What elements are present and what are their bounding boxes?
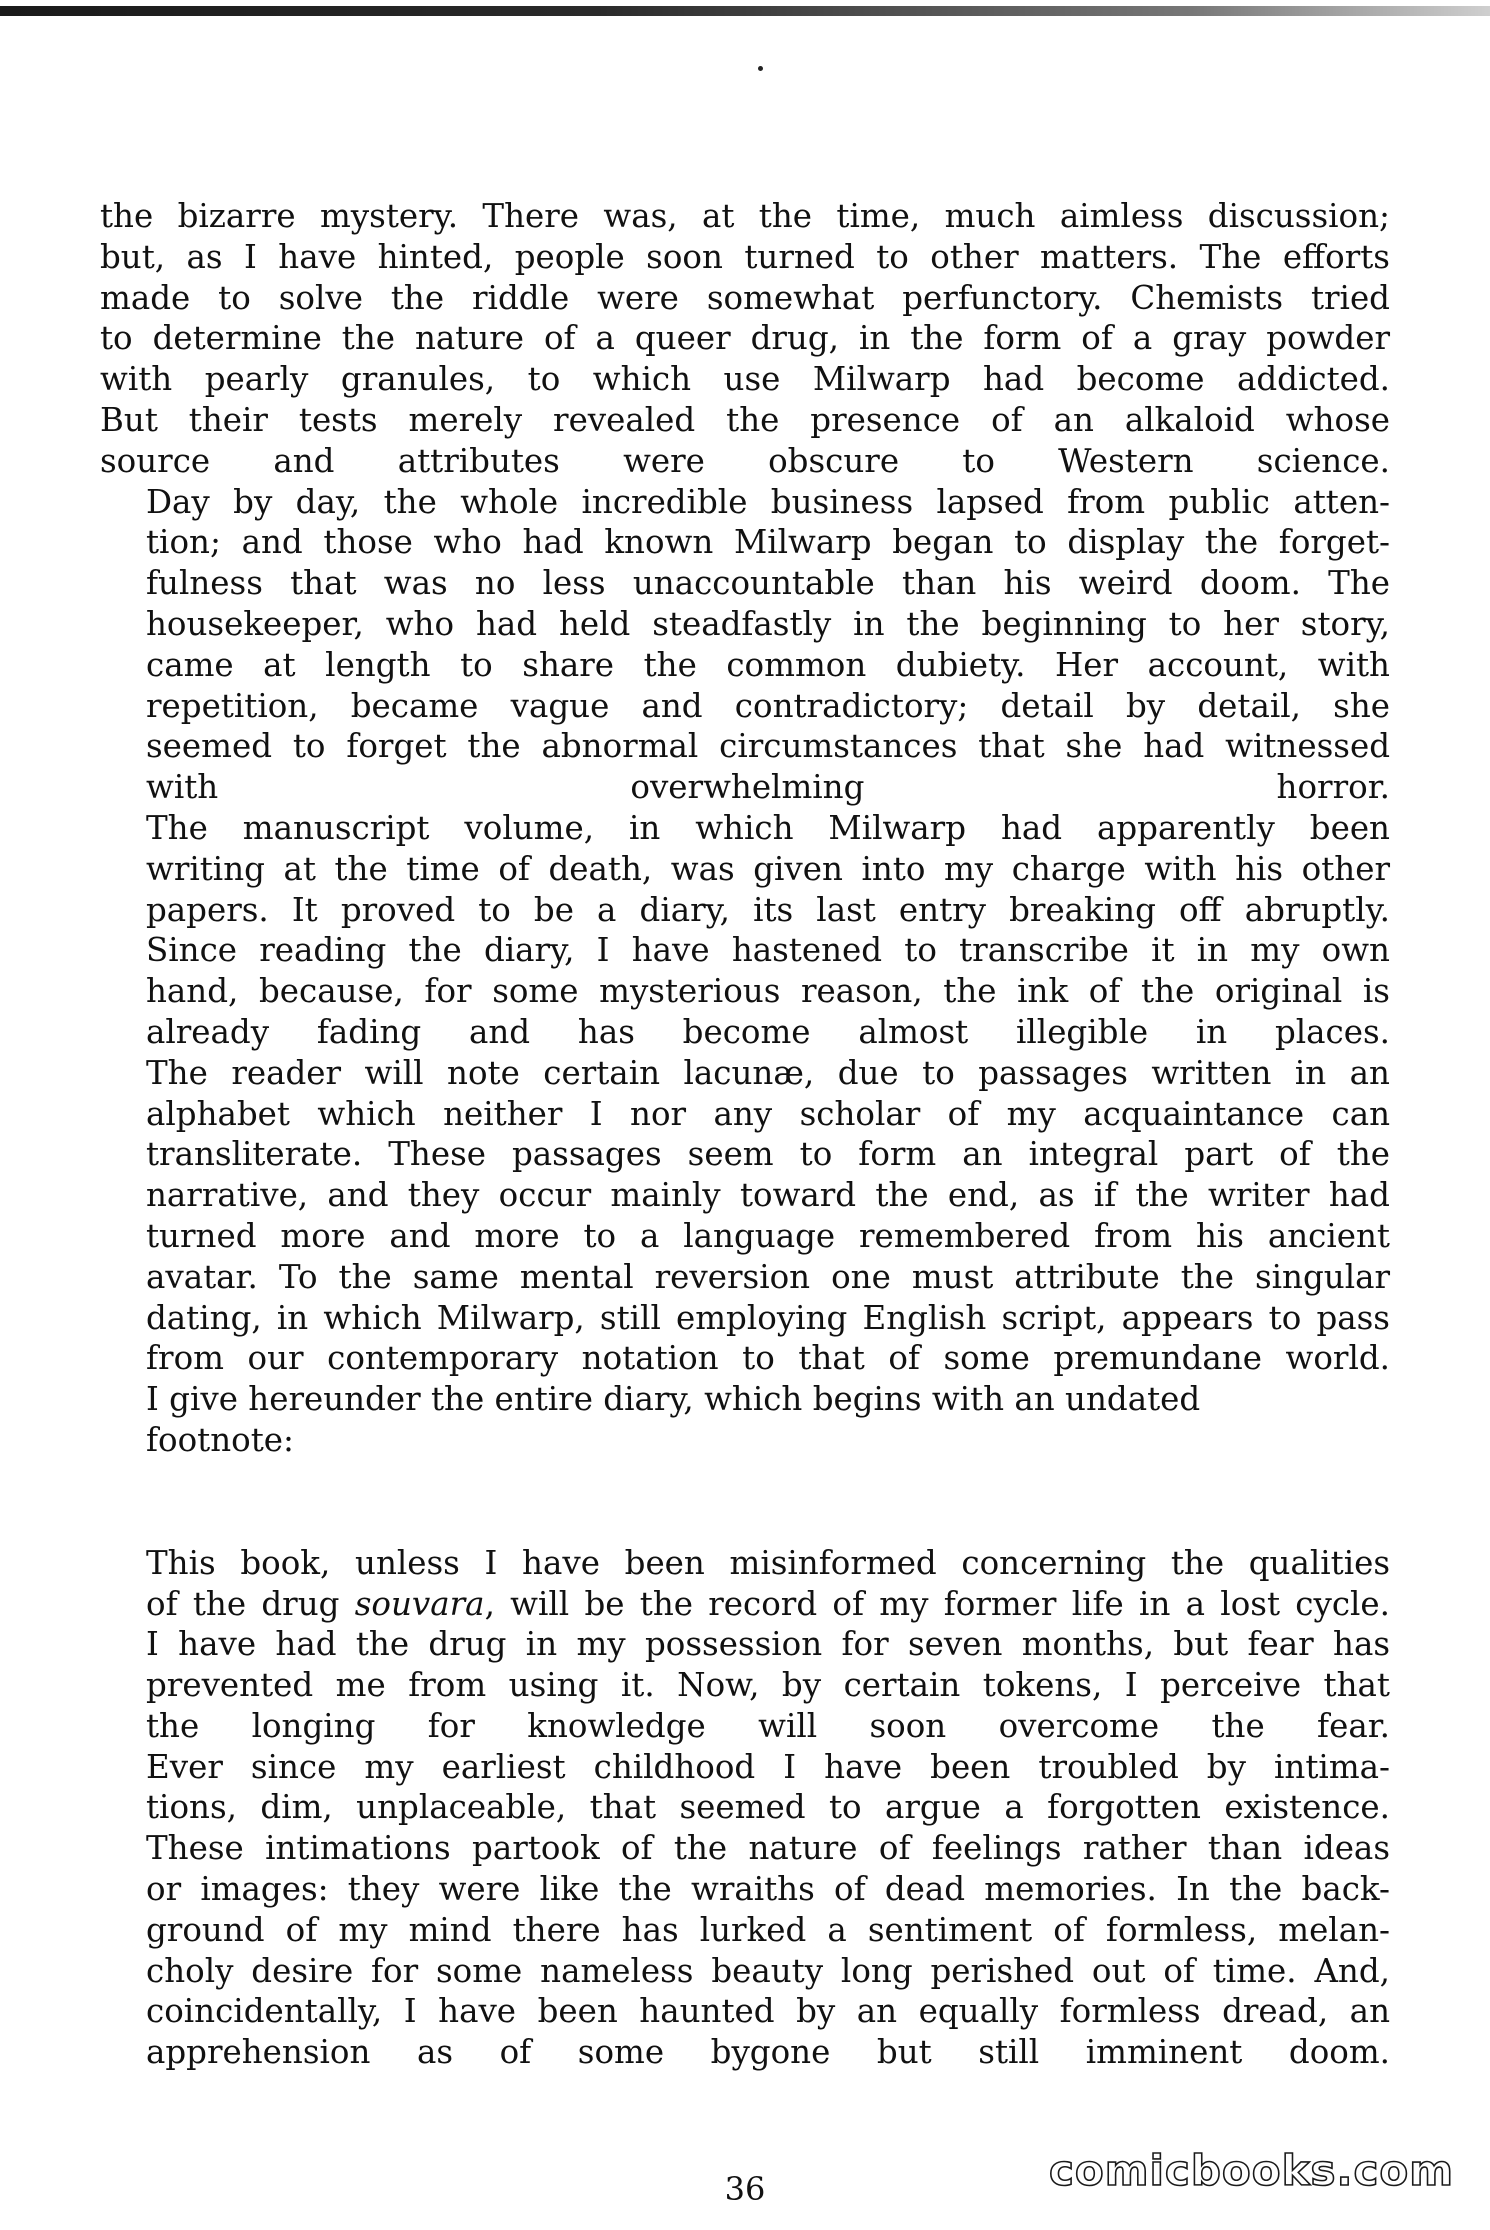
text-line: of the drug souvara, will be the record of my former life in a lost cycle. [146,1584,1390,1623]
text-line: repetition, became vague and contradictory; detail by detail, she [146,686,1390,725]
text-line: to determine the nature of a queer drug, in the form of a gray powder [100,319,1390,358]
watermark-logo: comicbooks.com [1049,2146,1454,2195]
paragraph-4 [100,1053,1390,1379]
text-line: the longing for knowledge will soon overcome the fear. [146,1706,1390,1745]
text-line: or images: they were like the wraiths of dead memories. In the back- [146,1870,1390,1909]
text-line: avatar. To the same mental reversion one must attribute the singular [146,1257,1390,1296]
text-line: transliterate. These passages seem to form an integral part of the [146,1135,1390,1174]
text-line: hand, because, for some mysterious reason, the ink of the original is [146,972,1390,1011]
paragraph-7 [100,1747,1390,2073]
section-break [100,1461,1390,1543]
text-line: already fading and has become almost illegible in places. [146,1012,1390,1051]
text-line: made to solve the riddle were somewhat perfunctory. Chemists tried [100,278,1390,317]
text-line: ground of my mind there has lurked a sentiment of formless, melan- [146,1910,1390,1949]
text-line: Since reading the diary, I have hastened to transcribe it in my own [146,931,1390,970]
text-line: papers. It proved to be a diary, its last entry breaking off abruptly. [146,890,1390,929]
italic-term: souvara [354,1584,485,1623]
text-line: but, as I have hinted, people soon turned to other matters. The efforts [100,237,1390,276]
text-line: The manuscript volume, in which Milwarp had apparently been [146,808,1390,847]
text-line: narrative, and they occur mainly toward the end, as if the writer had [146,1176,1390,1215]
text-line: I have had the drug in my possession for seven months, but fear has [146,1625,1390,1664]
text-line: from our contemporary notation to that of some premundane world. [146,1339,1390,1378]
text-line: the bizarre mystery. There was, at the time, much aimless discussion; [100,197,1390,235]
text-line: I give hereunder the entire diary, which begins with an undated [146,1380,1201,1419]
text-line: prevented me from using it. Now, by certain tokens, I perceive that [146,1666,1390,1705]
text-line: with overwhelming horror. [146,768,1390,807]
paragraph-3 [100,808,1390,1053]
text-line: turned more and more to a language remembered from his ancient [146,1216,1390,1255]
text-line: dating, in which Milwarp, still employing English script, appears to pass [146,1298,1390,1337]
text-line: apprehension as of some bygone but still imminent doom. [146,2033,1390,2072]
text-line: The reader will note certain lacunæ, due to passages written in an [146,1053,1390,1092]
page-body [100,196,1390,2073]
text-line: fulness that was no less unaccountable than his weird doom. The [146,564,1390,603]
text-line: footnote: [146,1420,294,1459]
paragraph-1 [100,196,1390,482]
text-line: coincidentally, I have been haunted by an equally formless dread, an [146,1992,1390,2031]
text-line: Ever since my earliest childhood I have been troubled by intima- [146,1747,1390,1786]
text-line: housekeeper, who had held steadfastly in the beginning to her story, [146,604,1390,643]
text-line: alphabet which neither I nor any scholar of my acquaintance can [146,1094,1390,1133]
text-line: These intimations partook of the nature of feelings rather than ideas [146,1829,1390,1868]
top-edge-rule [0,6,1490,16]
paragraph-5 [100,1379,1390,1461]
text-line: seemed to forget the abnormal circumstances that she had witnessed [146,727,1390,766]
text-line: tion; and those who had known Milwarp began to display the forget- [146,523,1390,562]
text-line: choly desire for some nameless beauty long perished out of time. And, [146,1951,1390,1990]
text-line: Day by day, the whole incredible business lapsed from public atten- [146,482,1390,521]
text-line: tions, dim, unplaceable, that seemed to argue a forgotten existence. [146,1788,1390,1827]
text-line: But their tests merely revealed the presence of an alkaloid whose [100,400,1390,439]
paragraph-2 [100,482,1390,808]
page-number: 36 [724,2170,766,2208]
text-line: This book, unless I have been misinformed concerning the qualities [146,1543,1390,1582]
text-line: came at length to share the common dubiety. Her account, with [146,645,1390,684]
text-line: writing at the time of death, was given into my charge with his other [146,849,1390,888]
text-line: with pearly granules, to which use Milwarp had become addicted. [100,360,1390,399]
print-speck [758,66,763,71]
text-line: source and attributes were obscure to Western science. [100,441,1390,480]
paragraph-6 [100,1543,1390,1747]
